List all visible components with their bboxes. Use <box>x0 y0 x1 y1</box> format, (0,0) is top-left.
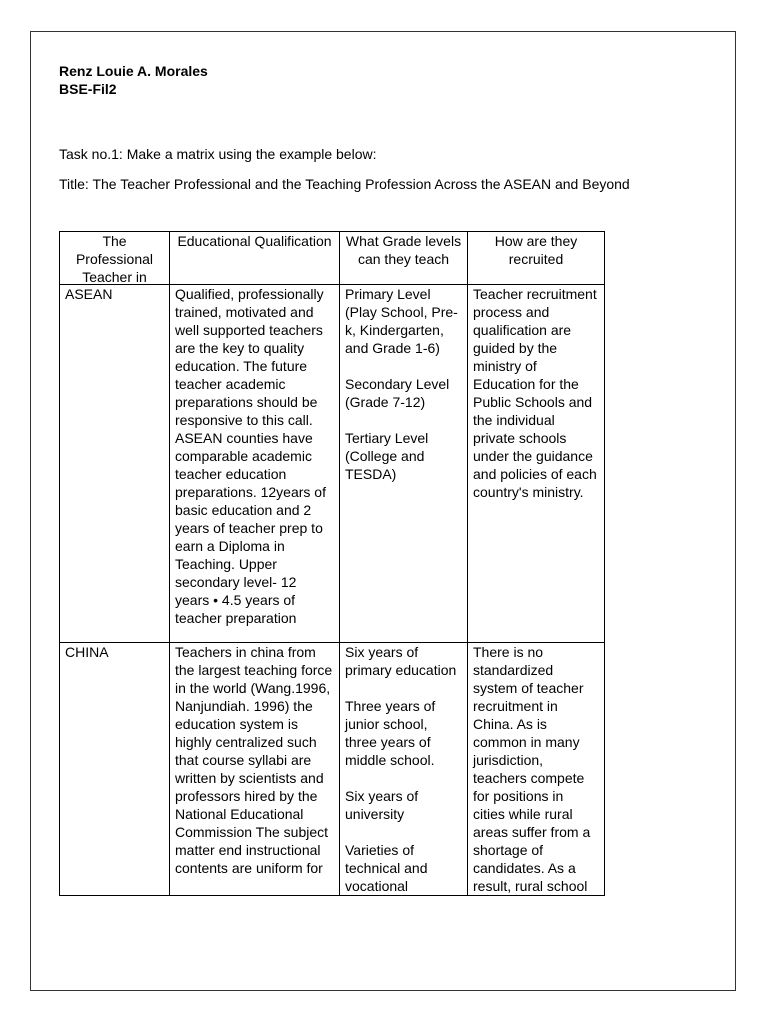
author-block <box>59 62 208 98</box>
qualification-cell: Qualified, professionally trained, motivated and well supported teachers are the key to quality education. The future teacher academic preparations should be responsive to this call. ASEAN counties have comparable academic teacher education preparations. 12years of basic education and 2 years of teacher prep to earn a Diploma in Teaching. Upper secondary level- 12 years • 4.5 years of teacher preparation <box>170 285 340 643</box>
grade-levels-cell: Primary Level (Play School, Pre-k, Kindergarten, and Grade 1-6) Secondary Level (Grade 7-12) Tertiary Level (College and TESDA) <box>340 285 468 643</box>
author-section: BSE-Fil2 <box>59 81 117 97</box>
column-header: The Professional Teacher in <box>60 232 170 285</box>
recruitment-cell: Teacher recruitment process and qualification are guided by the ministry of Education for the Public Schools and the individual private schools under the guidance and policies of each country's ministry. <box>468 285 605 643</box>
recruitment-cell: There is no standardized system of teacher recruitment in China. As is common in many jurisdiction, teachers compete for positions in cities while rural areas suffer from a shortage of candidates. As a result, rural school <box>468 643 605 896</box>
document-title: Title: The Teacher Professional and the Teaching Profession Across the ASEAN and Beyond <box>59 176 630 192</box>
table-header-row <box>60 232 605 285</box>
table-row <box>60 285 605 643</box>
qualification-cell: Teachers in china from the largest teaching force in the world (Wang.1996, Nanjundiah. 1996) the education system is highly centralized such that course syllabi are written by scientists and professors hired by the National Educational Commission The subject matter end instructional contents are uniform for <box>170 643 340 896</box>
column-header: How are they recruited <box>468 232 605 285</box>
task-instruction: Task no.1: Make a matrix using the example below: <box>59 146 377 162</box>
grade-levels-cell: Six years of primary education Three years of junior school, three years of middle school. Six years of university Varieties of technical and vocational <box>340 643 468 896</box>
region-cell: CHINA <box>60 643 170 896</box>
table-row <box>60 643 605 896</box>
matrix-table <box>59 231 605 896</box>
column-header: What Grade levels can they teach <box>340 232 468 285</box>
author-name: Renz Louie A. Morales <box>59 63 208 79</box>
column-header: Educational Qualification <box>170 232 340 285</box>
region-cell: ASEAN <box>60 285 170 643</box>
